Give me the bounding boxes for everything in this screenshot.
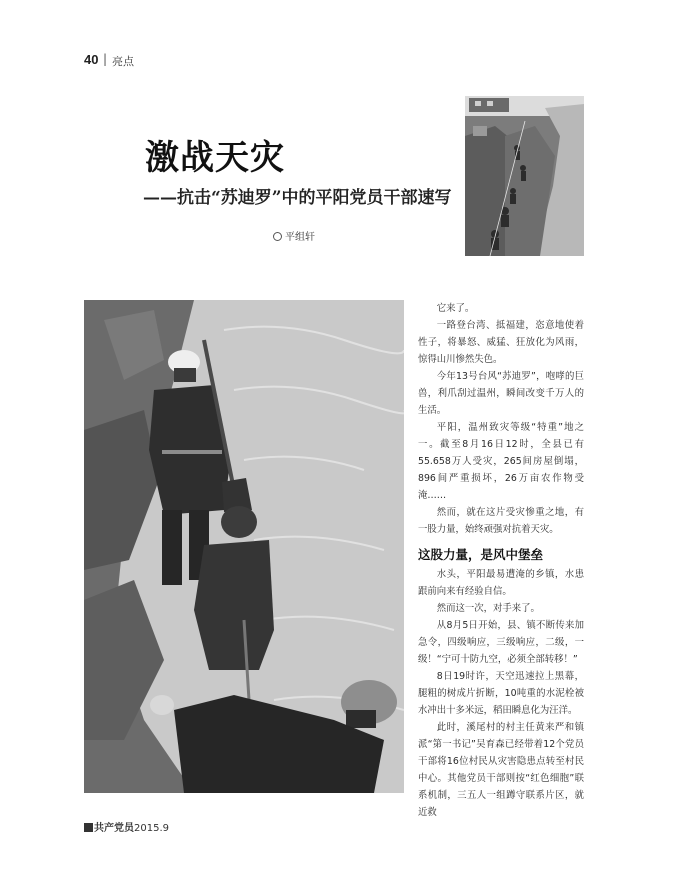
author-name: 平组轩 xyxy=(285,232,315,243)
rescue-workers-photo xyxy=(84,300,404,793)
section-heading: 这股力量，是风中堡垒 xyxy=(418,547,544,562)
rescue-workers-photo-illustration xyxy=(84,300,404,793)
body-paragraph: 此时，溪尾村的村主任黄来严和镇派“第一书记”吴育森已经带着12个党员干部将16位村民从灾害隐患点转至村民中心。其他党员干部则按“红色细胞”联系机制，三五人一组蹲守联系片区，就近救 xyxy=(418,722,584,818)
body-paragraph: 水头，平阳最易遭淹的乡镇，水患跟前向来有经验自信。 xyxy=(418,569,584,597)
magazine-name: 共产党员 xyxy=(94,823,134,834)
footer xyxy=(84,819,169,834)
header-separator: | xyxy=(103,52,108,66)
byline-bullet-icon xyxy=(273,232,282,241)
body-paragraph: 8日19时许，天空迅速拉上黑幕，腿粗的树成片折断，10吨重的水泥栓被水冲出十多米远，稻田瞬息化为汪洋。 xyxy=(418,671,584,716)
body-paragraph: 平阳，温州致灾等级“特重”地之一。截至8月16日12时，全县已有55.658万人受灾，265间房屋倒塌，896间严重损坏，26万亩农作物受淹…… xyxy=(418,422,584,501)
body-paragraph: 然而，就在这片受灾惨重之地，有一股力量，始终顽强对抗着天灾。 xyxy=(418,507,584,535)
body-paragraph: 然而这一次，对手来了。 xyxy=(436,603,540,614)
byline xyxy=(273,228,315,243)
riverbank-photo xyxy=(465,96,584,256)
page-number: 40 xyxy=(84,52,99,67)
riverbank-photo-illustration xyxy=(465,96,584,256)
section-name: 亮点 xyxy=(112,55,134,68)
article-title: 激战天灾 xyxy=(145,138,285,178)
issue-number: 2015.9 xyxy=(134,823,169,834)
body-paragraph: 它来了。 xyxy=(436,303,475,314)
article-body xyxy=(418,300,584,821)
body-paragraph: 今年13号台风“苏迪罗”，咆哮的巨兽，利爪刮过温州，瞬间改变千万人的生活。 xyxy=(418,371,584,416)
body-paragraph: 一路登台湾、抵福建，恣意地使着性子，将暴怒、威猛、狂放化为风雨，惊得山川惨然失色。 xyxy=(418,320,584,365)
article-subtitle: ——抗击“苏迪罗”中的平阳党员干部速写 xyxy=(143,188,452,208)
magazine-logo-icon xyxy=(84,823,93,832)
body-paragraph: 从8月5日开始，县、镇不断传来加急令，四级响应，三级响应，二级，一级！“宁可十防九空，必须全部转移！” xyxy=(418,620,584,665)
